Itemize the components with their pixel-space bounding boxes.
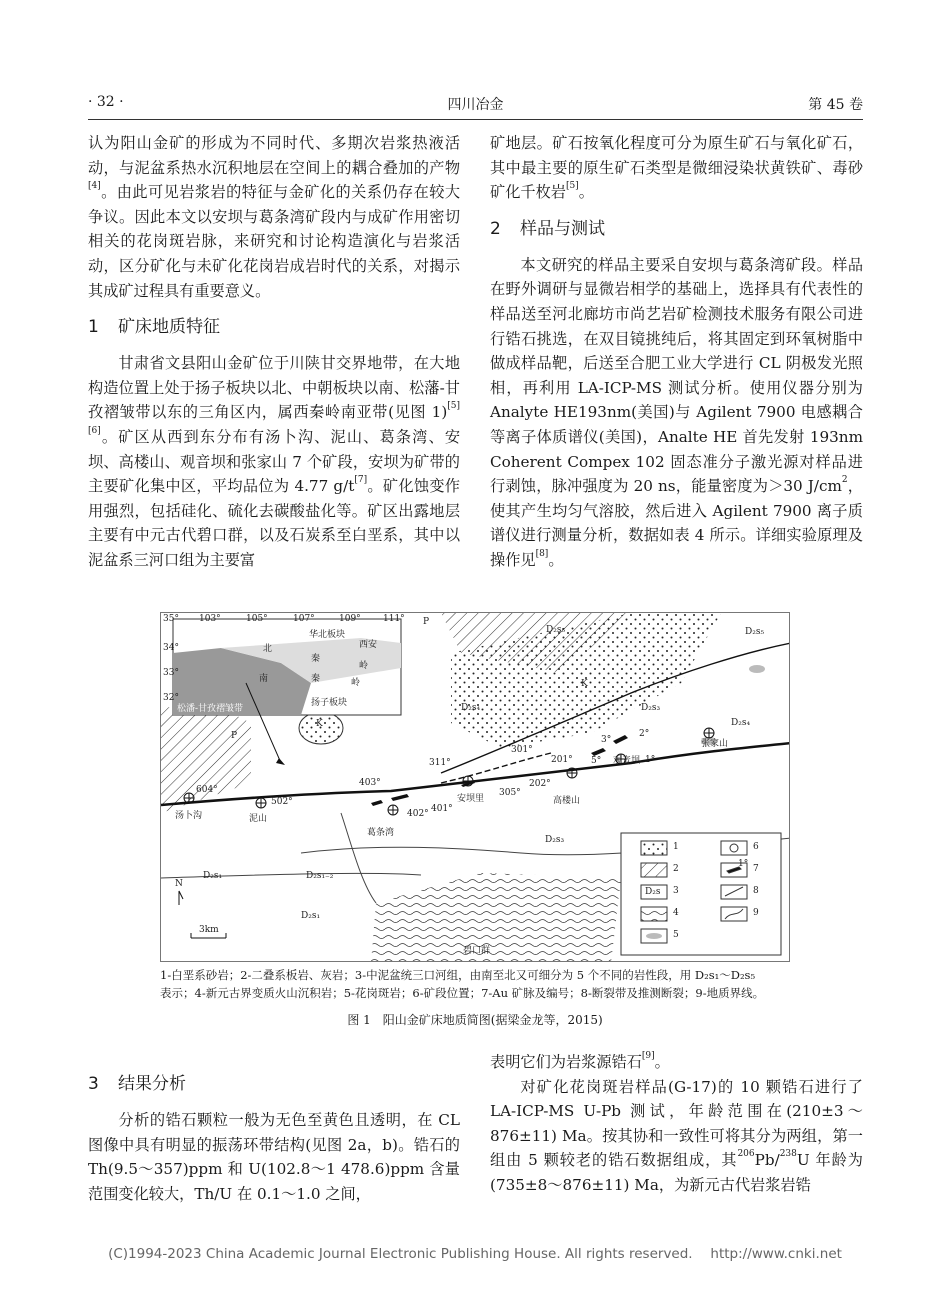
inset-label: 扬子板块 xyxy=(311,698,348,708)
deposit-label: 汤卜沟 xyxy=(175,811,203,821)
bikou-group-area xyxy=(371,873,621,962)
deposit-label: 高楼山 xyxy=(553,796,581,806)
strata-label: 碧口群 xyxy=(463,946,491,956)
vein-label: 305° xyxy=(499,788,521,798)
section-1-paragraph: 甘肃省文县阳山金矿位于川陕甘交界地带，在大地构造位置上处于扬子板块以北、中朝板块以南、松藩-甘孜褶皱带以东的三角区内，属西秦岭南亚带(见图 1)[5][6]。矿区从西到东分布有汤卜沟、泥山、葛条湾、安坝、高楼山、观音坝和张家山 7 个矿段，安坝为矿带的主要矿化集中区，平均品位为 4.77 g/t[7]。矿化蚀变作用强烈，包括硅化、硫化去碳酸盐化等。矿区出露地层主要有中元古代碧口群，以及石炭系至白垩系，其中以泥盆系三河口组为主要富 xyxy=(88,354,460,569)
vein-label: 502° xyxy=(271,797,293,807)
ore-paragraph: 矿地层。矿石按氧化程度可分为原生矿石与氧化矿石，其中最主要的原生矿石类型是微细浸染状黄铁矿、毒砂矿化千枚岩[5]。 xyxy=(490,134,863,202)
page-header xyxy=(88,92,863,120)
section-3-heading: 3 结果分析 xyxy=(88,1074,186,1094)
results-right-column xyxy=(490,1050,863,1198)
vein-label: 301° xyxy=(511,745,533,755)
strata-label: K xyxy=(316,719,323,729)
vein-label: 2° xyxy=(639,729,650,739)
vein-label: 202° xyxy=(529,779,551,789)
figure-title: 图 1 阳山金矿床地质简图(据梁金龙等，2015) xyxy=(347,1013,603,1027)
results-paragraph-2: 表明它们为岩浆源锆石[9]。 xyxy=(490,1051,670,1071)
legend-number: 3 xyxy=(673,886,679,896)
lon-label: 103° xyxy=(199,614,221,624)
vein-label: 401° xyxy=(431,804,453,814)
strata-label: D₂s₅ xyxy=(546,625,566,635)
vein-label: 5° xyxy=(591,756,602,766)
permian-west-area xyxy=(161,703,251,813)
intro-paragraph: 认为阳山金矿的形成为不同时代、多期次岩浆热液活动，与泥盆系热水沉积地层在空间上的耦合叠加的产物[4]。由此可见岩浆岩的特征与金矿化的关系仍存在较大争议。因此本文以安坝与葛条湾矿段内与成矿作用密切相关的花岗斑岩脉，来研究和讨论构造演化与岩浆活动，区分矿化与未矿化花岗岩成岩时代的关系，对揭示其成矿过程具有重要意义。 xyxy=(88,134,460,300)
strata-label: D₂s₄ xyxy=(461,703,481,713)
deposit-label: 安坝里 xyxy=(457,794,485,804)
scale-label: 3km xyxy=(199,925,219,935)
strata-label: K xyxy=(581,679,588,689)
lon-label: 107° xyxy=(293,614,315,624)
lat-label: 32° xyxy=(163,693,179,703)
inset-label: 岭 xyxy=(351,678,361,688)
right-column xyxy=(490,131,863,573)
geological-map-figure xyxy=(160,612,790,962)
lon-label: 109° xyxy=(339,614,361,624)
lon-label: 111° xyxy=(383,614,405,624)
figure-caption xyxy=(160,966,820,1002)
vein-label: 403° xyxy=(359,778,381,788)
left-column xyxy=(88,131,460,573)
inset-label: 西安 xyxy=(359,640,378,650)
strata-label: D₂s₁₋₂ xyxy=(306,871,334,881)
inset-label: 华北板块 xyxy=(309,630,346,640)
lon-label: 105° xyxy=(246,614,268,624)
vein-label: 201° xyxy=(551,755,573,765)
results-paragraph-1: 分析的锆石颗粒一般为无色至黄色且透明，在 CL 图像中具有明显的振荡环带结构(见图 2a，b)。锆石的 Th(9.5～357)ppm 和 U(102.8～1 478.6)ppm 含量范围变化较大，Th/U 在 0.1～1.0 之间， xyxy=(88,1111,460,1203)
vein-label: 402° xyxy=(407,809,429,819)
deposit-label: 葛条湾 xyxy=(367,828,395,838)
volume-label: 第 45 卷 xyxy=(808,97,863,113)
boundary-2 xyxy=(161,873,421,878)
legend-number: 6 xyxy=(753,842,759,852)
north-label: N xyxy=(175,879,183,889)
strata-label: D₂s₄ xyxy=(731,718,751,728)
caption-line-2: 表示；4-新元古界变质火山沉积岩；5-花岗斑岩；6-矿段位置；7-Au 矿脉及编号；8-断裂带及推测断裂；9-地质界线。 xyxy=(160,986,765,1000)
legend-number: 2 xyxy=(673,864,679,874)
inset-label: 秦 xyxy=(311,674,321,684)
legend-number: 4 xyxy=(673,908,679,918)
strata-label: D₂s₁ xyxy=(301,911,321,921)
deposit-label: 观音坝 xyxy=(613,756,641,766)
section-2-paragraph: 本文研究的样品主要采自安坝与葛条湾矿段。样品在野外调研与显微岩相学的基础上，选择具有代表性的样品送至河北廊坊市尚艺岩矿检测技术服务有限公司进行锆石挑选，在双目镜挑纯后，将其固定到环氧树脂中做成样品靶，后送至合肥工业大学进行 CL 阴极发光照相，再利用 LA-ICP-MS 测试分析。使用仪器分别为 Analyte HE193nm(美国)与 Agilent 7900 电感耦合等离子体质谱仪(美国)，Analte HE 首先发射 193nm Coherent Compex 102 固态准分子激光源对样品进行剥蚀，脉冲强度为 20 ns，能量密度为＞30 $J/cm^2$，使其产生均匀气溶胶，然后进入 Agilent 7900 离子质谱仪进行测量分析，数据如表 4 所示。详细实验原理及操作见[8]。 xyxy=(490,255,863,569)
inset-label: 北 xyxy=(263,644,273,654)
copyright-footer: (C)1994-2023 China Academic Journal Electronic Publishing House. All rights reserved. http://www.cnki.net xyxy=(108,1246,842,1262)
deposit-label: 张家山 xyxy=(701,739,729,749)
lat-label: 35° xyxy=(163,614,179,624)
results-left-column xyxy=(88,1060,460,1206)
vein-label: 3° xyxy=(601,735,612,745)
strata-label: D₂s₃ xyxy=(545,835,565,845)
section-2-heading: 2 样品与测试 xyxy=(490,218,605,239)
section-1-heading: 1 矿床地质特征 xyxy=(88,317,220,338)
strata-label: D₂s₃ xyxy=(641,703,661,713)
legend-number: 5 xyxy=(673,930,679,940)
lat-label: 33° xyxy=(163,668,179,678)
legend-vein-label: 1° xyxy=(738,859,749,869)
journal-name: 四川冶金 xyxy=(447,97,504,113)
caption-line-1: 1-白垩系砂岩；2-二叠系板岩、灰岩；3-中泥盆统三口河组，由南至北又可细分为 5 个不同的岩性段，用 D₂s₁～D₂s₅ xyxy=(160,968,756,982)
lat-label: 34° xyxy=(163,643,179,653)
vein-label: 1° xyxy=(645,755,656,765)
strata-label: D₂s₅ xyxy=(745,627,765,637)
strata-label: P xyxy=(423,617,430,627)
legend-number: 8 xyxy=(753,886,759,896)
inset-label: 南 xyxy=(259,674,269,684)
strata-label: D₂s₁ xyxy=(203,871,223,881)
legend-strata-label: D₂s xyxy=(645,887,661,897)
north-arrow xyxy=(179,891,183,905)
deposit-label: 泥山 xyxy=(249,814,268,824)
inset-label: 岭 xyxy=(359,661,369,671)
vein-label: 604° xyxy=(196,785,218,795)
legend-number: 7 xyxy=(753,864,759,874)
vein-label: 311° xyxy=(429,758,451,768)
results-paragraph-3: 对矿化花岗斑岩样品(G-17)的 10 颗锆石进行了 LA-ICP-MS U-Pb 测试，年龄范围在(210±3～876±11) Ma。按其协和一致性可将其分为两组，第一组由 5 颗较老的锆石数据组成，其$^{206}$Pb/$^{238}$U 年龄为(735±8～876±11) Ma，为新元古代岩浆岩锆 xyxy=(490,1077,863,1194)
legend-number: 1 xyxy=(673,842,679,852)
inset-label: 秦 xyxy=(311,654,321,664)
strata-label: P xyxy=(231,731,238,741)
geological-map xyxy=(161,613,790,962)
deposit-symbols xyxy=(184,728,714,815)
granite-porphyry-2 xyxy=(749,665,765,673)
inset-label: 松潘-甘孜褶皱带 xyxy=(177,704,244,714)
page-number: · 32 · xyxy=(88,94,124,110)
legend-number: 9 xyxy=(753,908,759,918)
